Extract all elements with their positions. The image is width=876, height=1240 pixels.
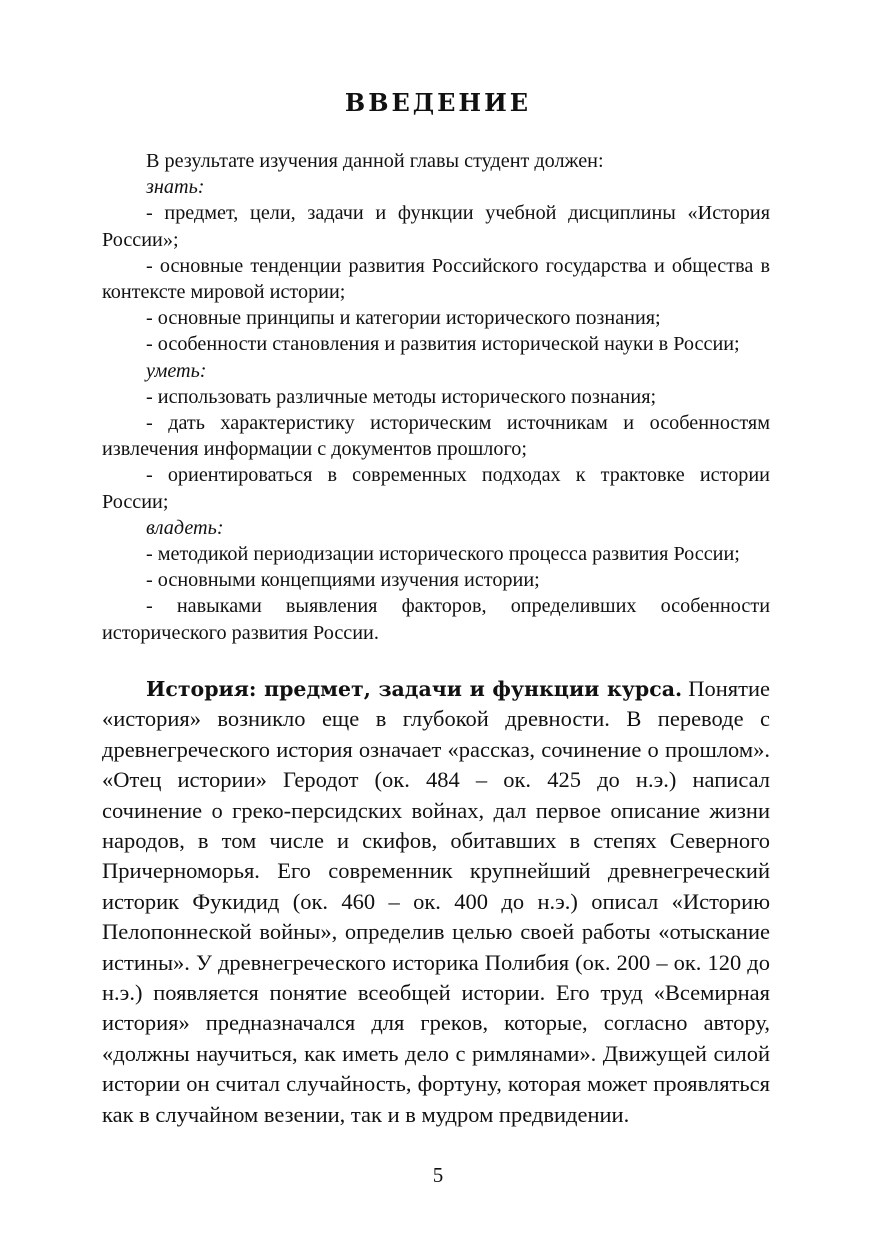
can-item: - ориентироваться в современных подходах к трактовке истории России; (102, 464, 770, 513)
section-body (102, 674, 770, 1130)
know-label: знать: (146, 176, 205, 199)
master-label: владеть: (146, 516, 224, 539)
page-number: 5 (432, 1163, 444, 1187)
know-item: - основные тенденции развития Российского государства и общества в контексте мировой истории; (102, 254, 770, 304)
can-label: уметь: (146, 359, 207, 382)
learning-objectives (102, 148, 770, 646)
section-heading: История: предмет, задачи и функции курса. (146, 677, 683, 701)
can-item: - дать характеристику историческим источникам и особенностям извлечения информации с документов прошлого; (102, 412, 770, 461)
master-item: - навыками выявления факторов, определивших особенности исторического развития России. (102, 595, 770, 644)
section-paragraph (102, 674, 770, 1130)
objectives-intro: В результате изучения данной главы студент должен: (146, 150, 604, 172)
master-item: - методикой периодизации исторического процесса развития России; (146, 543, 740, 566)
know-item: - предмет, цели, задачи и функции учебной дисциплины «История России»; (102, 202, 770, 251)
know-item: - основные принципы и категории исторического познания; (146, 307, 661, 330)
know-item: - особенности становления и развития исторической науки в России; (146, 333, 740, 356)
section-text: Понятие «история» возникло еще в глубокой древности. В переводе с древнегреческого история означает «рассказ, сочинение о прошлом». «Отец истории» Геродот (ок. 484 – ок. 425 до н.э.) написал сочинение о греко-персидских войнах, дал первое описание жизни народов, в том числе и скифов, обитавших в степях Северного Причерноморья. Его современник крупнейший древнегреческий историк Фукидид (ок. 460 – ок. 400 до н.э.) описал «Историю Пелопоннеской войны», определив целью своей работы «отыскание истины». У древнегреческого историка Полибия (ок. 200 – ок. 120 до н.э.) появляется понятие всеобщей истории. Его труд «Всемирная история» предназначался для греков, которые, согласно автору, «должны научиться, как иметь дело с римлянами». Движущей силой истории он считал случайность, фортуну, которая может проявляться как в случайном везении, так и в мудром предвидении. (102, 676, 771, 1127)
master-item: - основными концепциями изучения истории; (146, 569, 540, 592)
can-item: - использовать различные методы исторического познания; (146, 385, 657, 408)
chapter-title: ВВЕДЕНИЕ (344, 88, 532, 117)
